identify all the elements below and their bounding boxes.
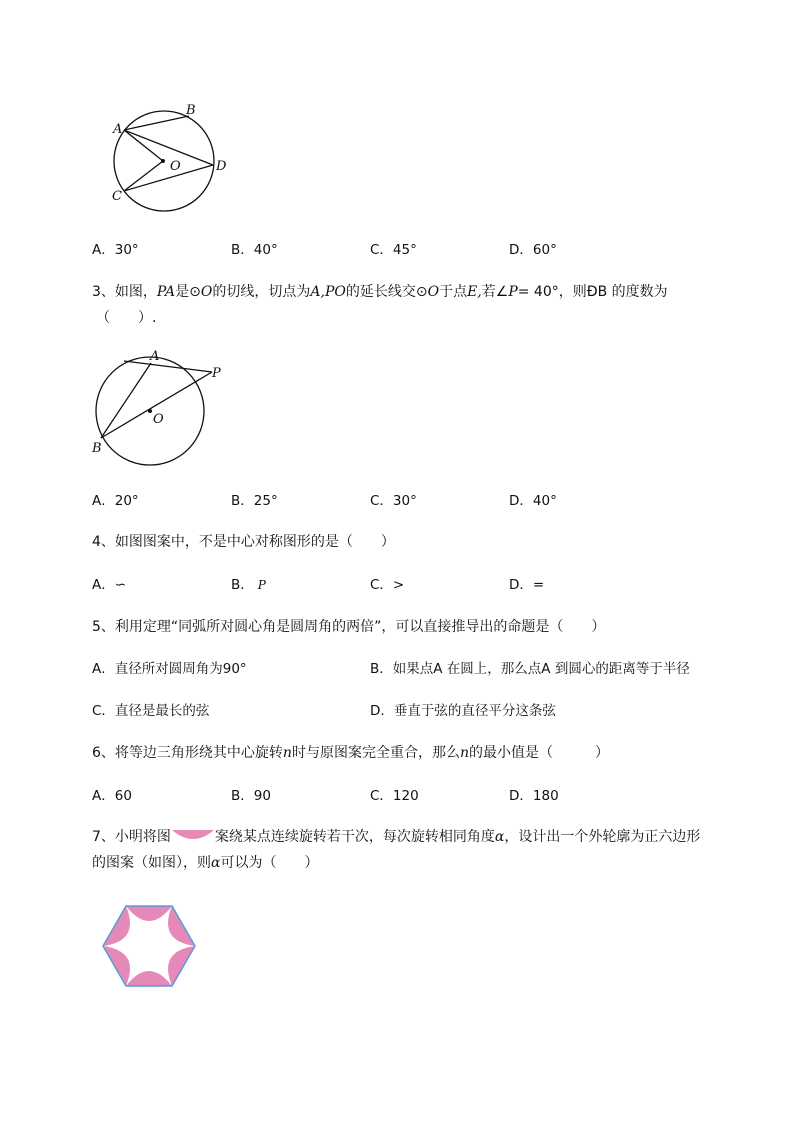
label-D: D: [216, 159, 227, 174]
label-O: O: [153, 412, 164, 427]
q5-option-b[interactable]: B．如果点A 在圆上，那么点A 到圆心的距离等于半径: [370, 661, 690, 677]
q5-option-d[interactable]: D．垂直于弦的直径平分这条弦: [370, 703, 556, 719]
q6-var-n: n: [282, 745, 292, 761]
petal-4: [126, 971, 172, 986]
q6-var-n: n: [459, 745, 469, 761]
q6-option-a[interactable]: A．60: [92, 788, 132, 804]
q6-option-d[interactable]: D．180: [509, 788, 559, 804]
q3-var-po: PO: [324, 284, 346, 300]
label-C: C: [112, 189, 122, 204]
q3-option-a[interactable]: A．20°: [92, 493, 139, 509]
circle-figure-q2: [100, 100, 240, 220]
q3-text: 于点: [439, 284, 468, 300]
q3-text: 3、如图，: [92, 284, 157, 300]
q6-option-b[interactable]: B．90: [231, 788, 271, 804]
label-A: A: [113, 122, 123, 137]
q3-option-c[interactable]: C．30°: [370, 493, 417, 509]
q4-question: 4、如图图案中，不是中心对称图形的是（ ）: [92, 534, 395, 550]
q5-question: 5、利用定理“同弧所对圆心角是圆周角的两倍”，可以直接推导出的命题是（ ）: [92, 619, 606, 635]
q7-text: 7、小明将图: [92, 829, 171, 845]
q7-question-line2: [92, 853, 318, 873]
q6-text: 6、将等边三角形绕其中心旋转: [92, 745, 283, 761]
circle-figure-q3: [88, 346, 238, 466]
q7-var-alpha: α: [494, 829, 505, 845]
q3-option-b[interactable]: B．25°: [231, 493, 278, 509]
label-P: P: [212, 366, 221, 381]
q3-var-p: P: [508, 284, 518, 300]
q3-text: = 40°，则ÐB 的度数为: [517, 284, 668, 300]
q3-question: [92, 282, 668, 302]
q3-option-d[interactable]: D．40°: [509, 493, 557, 509]
q4-option-a[interactable]: A．∽: [92, 577, 127, 593]
q3-var-pa: PA: [156, 284, 176, 300]
q3-var-a: A,: [310, 284, 325, 300]
q3-text: 若∠: [481, 284, 509, 300]
q5-option-c[interactable]: C．直径是最长的弦: [92, 703, 210, 719]
q3-answer-blank: （ ）.: [96, 310, 157, 326]
label-B: B: [92, 441, 102, 456]
q2-option-b[interactable]: B．40°: [231, 242, 278, 258]
q7-text: 案绕某点连续旋转若干次，每次旋转相同角度: [214, 829, 495, 845]
q3-var-o: O: [427, 284, 440, 300]
q2-option-c[interactable]: C．45°: [370, 242, 417, 258]
q3-var-o: O: [200, 284, 213, 300]
q4-option-b-label: B．: [231, 577, 254, 593]
petal-shape-icon: [171, 828, 215, 842]
q5-option-a[interactable]: A．直径所对圆周角为90°: [92, 661, 247, 677]
q4-option-b-glyph: P: [257, 578, 266, 592]
q3-text: 的延长线交⊙: [345, 284, 428, 300]
q4-option-d[interactable]: D．=: [509, 577, 545, 593]
label-O: O: [170, 159, 181, 174]
q3-text: 的切线，切点为: [212, 284, 311, 300]
label-B: B: [186, 103, 196, 118]
q6-question: [92, 743, 609, 763]
q2-option-a[interactable]: A．30°: [92, 242, 139, 258]
q7-text: ，设计出一个外轮廓为正六边形: [504, 829, 701, 845]
q6-text: 的最小值是（ ）: [468, 745, 609, 761]
hexagon-pattern-figure: [98, 900, 202, 992]
q6-text: 时与原图案完全重合，那么: [291, 745, 460, 761]
q4-option-c[interactable]: C．>: [370, 577, 405, 593]
q7-question-line1: [92, 827, 700, 847]
q3-var-e: E,: [467, 284, 482, 300]
q4-option-b[interactable]: [231, 575, 266, 595]
q7-text: 的图案（如图），则: [92, 855, 211, 871]
q3-text: 是⊙: [175, 284, 201, 300]
q2-option-d[interactable]: D．60°: [509, 242, 557, 258]
q6-option-c[interactable]: C．120: [370, 788, 419, 804]
q7-var-alpha: α: [211, 855, 221, 871]
label-A: A: [150, 349, 160, 364]
q7-text: 可以为（ ）: [220, 855, 319, 871]
petal-1: [126, 906, 172, 921]
